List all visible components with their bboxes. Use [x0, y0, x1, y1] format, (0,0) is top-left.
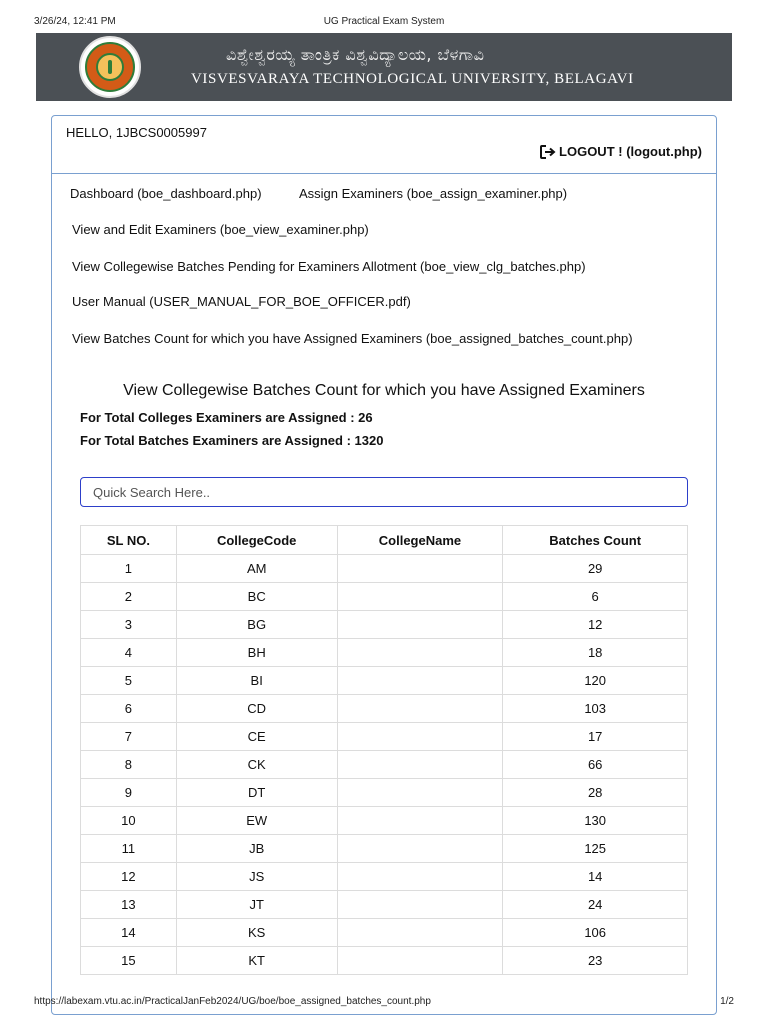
table-row [81, 611, 688, 639]
table-row [81, 835, 688, 863]
cell-batches-count: 125 [503, 835, 688, 863]
cell-college-code: BI [176, 667, 337, 695]
table-row [81, 639, 688, 667]
cell-sl-no: 10 [81, 807, 177, 835]
table-row [81, 695, 688, 723]
table-row [81, 947, 688, 975]
cell-sl-no: 13 [81, 891, 177, 919]
logout-link[interactable] [540, 144, 702, 159]
print-url: https://labexam.vtu.ac.in/PracticalJanFeb2024/UG/boe/boe_assigned_batches_count.php [34, 996, 431, 1007]
cell-college-code: AM [176, 555, 337, 583]
cell-college-name [337, 555, 503, 583]
cell-college-code: JS [176, 863, 337, 891]
print-page-title: UG Practical Exam System [323, 16, 445, 27]
batches-table [80, 525, 688, 975]
cell-batches-count: 18 [503, 639, 688, 667]
table-row [81, 723, 688, 751]
column-header-batches-count[interactable]: Batches Count [503, 526, 688, 555]
page-title: View Collegewise Batches Count for which you have Assigned Examiners [123, 382, 645, 399]
nav-assigned-batches-link[interactable]: View Batches Count for which you have Assigned Examiners (boe_assigned_batches_count.php) [72, 331, 633, 346]
cell-batches-count: 120 [503, 667, 688, 695]
table-row [81, 555, 688, 583]
cell-college-name [337, 863, 503, 891]
card-header [52, 116, 716, 174]
cell-college-name [337, 723, 503, 751]
cell-sl-no: 15 [81, 947, 177, 975]
quick-search-input[interactable] [80, 477, 688, 507]
print-header [34, 16, 734, 30]
cell-college-code: CD [176, 695, 337, 723]
table-row [81, 583, 688, 611]
cell-batches-count: 14 [503, 863, 688, 891]
user-greeting: HELLO, 1JBCS0005997 [66, 125, 207, 140]
cell-batches-count: 29 [503, 555, 688, 583]
cell-college-code: BG [176, 611, 337, 639]
cell-sl-no: 3 [81, 611, 177, 639]
column-header-sl-no[interactable]: SL NO. [81, 526, 177, 555]
cell-batches-count: 12 [503, 611, 688, 639]
sign-out-icon [540, 145, 556, 159]
main-card [51, 115, 717, 1015]
nav-assign-examiners-link[interactable]: Assign Examiners (boe_assign_examiner.php) [299, 186, 568, 201]
university-logo-icon [79, 36, 141, 98]
cell-college-name [337, 667, 503, 695]
cell-college-name [337, 639, 503, 667]
cell-college-name [337, 947, 503, 975]
table-row [81, 807, 688, 835]
cell-sl-no: 4 [81, 639, 177, 667]
cell-college-code: BH [176, 639, 337, 667]
nav-pending-batches-link[interactable]: View Collegewise Batches Pending for Examiners Allotment (boe_view_clg_batches.php) [72, 259, 586, 274]
cell-college-name [337, 695, 503, 723]
cell-college-code: BC [176, 583, 337, 611]
cell-college-code: CK [176, 751, 337, 779]
cell-sl-no: 7 [81, 723, 177, 751]
university-banner [36, 33, 732, 101]
cell-college-name [337, 891, 503, 919]
table-row [81, 891, 688, 919]
cell-college-code: KS [176, 919, 337, 947]
table-row [81, 667, 688, 695]
cell-sl-no: 14 [81, 919, 177, 947]
cell-college-code: DT [176, 779, 337, 807]
cell-college-name [337, 751, 503, 779]
cell-college-code: KT [176, 947, 337, 975]
cell-college-code: EW [176, 807, 337, 835]
university-name-kannada: ವಿಶ್ವೇಶ್ವರಯ್ಯ ತಾಂತ್ರಿಕ ವಿಶ್ವವಿದ್ಯಾಲಯ, ಬೆಳಗಾವಿ [226, 45, 485, 64]
cell-college-name [337, 583, 503, 611]
table-header-row [81, 526, 688, 555]
cell-college-name [337, 919, 503, 947]
table-body [81, 555, 688, 975]
cell-batches-count: 17 [503, 723, 688, 751]
cell-college-name [337, 835, 503, 863]
cell-sl-no: 12 [81, 863, 177, 891]
table-row [81, 779, 688, 807]
table-row [81, 919, 688, 947]
cell-batches-count: 106 [503, 919, 688, 947]
cell-sl-no: 5 [81, 667, 177, 695]
cell-college-code: JT [176, 891, 337, 919]
total-batches-summary: For Total Batches Examiners are Assigned : 1320 [80, 433, 384, 448]
cell-college-code: CE [176, 723, 337, 751]
cell-sl-no: 8 [81, 751, 177, 779]
cell-sl-no: 9 [81, 779, 177, 807]
cell-batches-count: 66 [503, 751, 688, 779]
cell-batches-count: 24 [503, 891, 688, 919]
column-header-college-name[interactable]: CollegeName [337, 526, 503, 555]
cell-sl-no: 6 [81, 695, 177, 723]
cell-sl-no: 1 [81, 555, 177, 583]
cell-batches-count: 28 [503, 779, 688, 807]
cell-college-name [337, 779, 503, 807]
print-datetime: 3/26/24, 12:41 PM [34, 16, 116, 27]
table-row [81, 863, 688, 891]
total-colleges-summary: For Total Colleges Examiners are Assigned : 26 [80, 410, 373, 425]
cell-college-name [337, 807, 503, 835]
cell-batches-count: 6 [503, 583, 688, 611]
cell-college-name [337, 611, 503, 639]
logout-label: LOGOUT ! (logout.php) [559, 144, 702, 159]
print-page-number: 1/2 [720, 996, 734, 1007]
cell-batches-count: 23 [503, 947, 688, 975]
university-name-english: VISVESVARAYA TECHNOLOGICAL UNIVERSITY, BELAGAVI [191, 71, 634, 87]
cell-sl-no: 2 [81, 583, 177, 611]
cell-batches-count: 103 [503, 695, 688, 723]
cell-sl-no: 11 [81, 835, 177, 863]
cell-batches-count: 130 [503, 807, 688, 835]
nav-view-edit-examiners-link[interactable]: View and Edit Examiners (boe_view_examiner.php) [72, 222, 369, 237]
nav-user-manual-link[interactable]: User Manual (USER_MANUAL_FOR_BOE_OFFICER.pdf) [72, 294, 411, 309]
nav-dashboard-link[interactable]: Dashboard (boe_dashboard.php) [70, 186, 262, 201]
column-header-college-code[interactable]: CollegeCode [176, 526, 337, 555]
cell-college-code: JB [176, 835, 337, 863]
table-row [81, 751, 688, 779]
